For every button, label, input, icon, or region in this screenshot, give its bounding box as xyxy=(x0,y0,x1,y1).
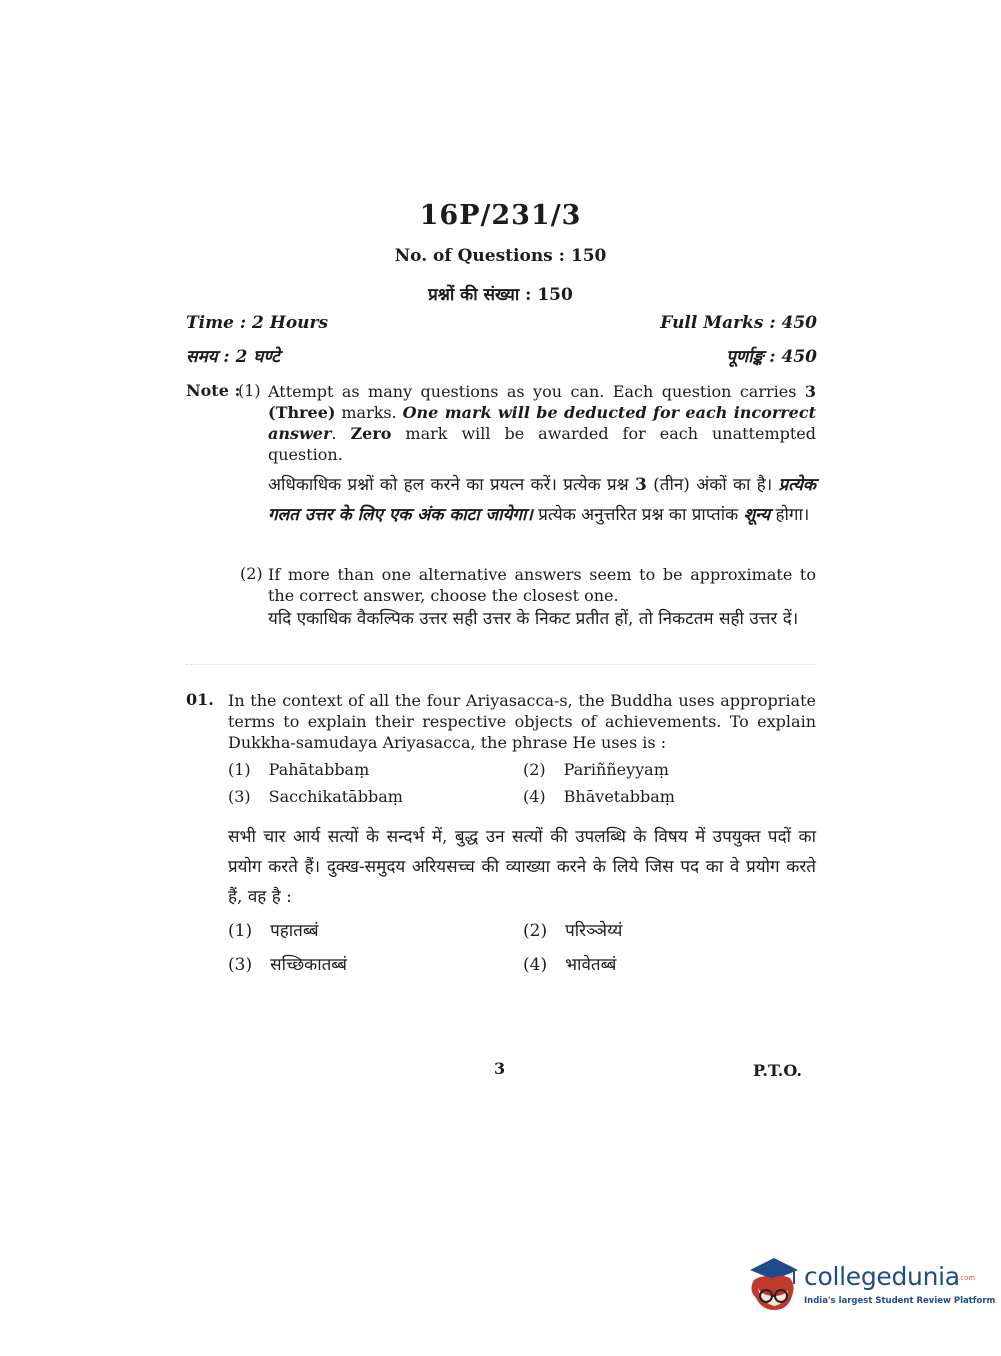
option-en-1: (1) Pahātabbaṃ xyxy=(228,760,370,779)
option-en-2: (2) Pariññeyyaṃ xyxy=(523,760,669,779)
option-hi-2: (2) परिञ्ञेय्यं xyxy=(523,921,623,941)
paper-code: 16P/231/3 xyxy=(419,200,582,231)
note-1-hindi: अधिकाधिक प्रश्नों को हल करने का प्रयत्न करें। प्रत्येक प्रश्न 3 (तीन) अंकों का है। प्रत्येक गलत उत्तर के लिए एक अंक काटा जायेगा। प्रत्येक अनुत्तरित प्रश्न का प्राप्तांक शून्य होगा। xyxy=(268,475,816,525)
time-en: Time : 2 Hours xyxy=(186,313,329,333)
collegedunia-domain: .com xyxy=(958,1274,976,1282)
full-marks-en: Full Marks : 450 xyxy=(660,313,817,333)
full-marks-hi: पूर्णाङ्क : 450 xyxy=(726,347,817,367)
note-1-number: (1) xyxy=(238,381,261,400)
page-number: 3 xyxy=(494,1059,506,1078)
divider xyxy=(186,664,816,666)
note-1-english: Attempt as many questions as you can. Each question carries 3 (Three) marks. One mark will be deducted for each incorrect answer. Zero mark will be awarded for each unattempted question. xyxy=(268,382,817,464)
option-hi-3: (3) सच्छिकातब्बं xyxy=(228,955,348,975)
time-hi: समय : 2 घण्टे xyxy=(186,347,280,367)
pto-label: P.T.O. xyxy=(753,1061,802,1080)
collegedunia-wordmark: collegedunia xyxy=(804,1262,960,1291)
question-count-hi: प्रश्नों की संख्या : 150 xyxy=(428,285,573,305)
collegedunia-mascot-icon xyxy=(744,1252,802,1314)
note-2-number: (2) xyxy=(240,564,263,583)
option-en-4: (4) Bhāvetabbaṃ xyxy=(523,787,675,806)
note-label: Note : xyxy=(186,381,241,400)
question-text-hi: सभी चार आर्य सत्यों के सन्दर्भ में, बुद्ध उन सत्यों की उपलब्धि के विषय में उपयुक्त पदों का प्रयोग करते हैं। दुक्ख-समुदय अरियसच्च की व्याख्या करने के लिये जिस पद का वे प्रयोग करते हैं, वह है : xyxy=(228,827,816,907)
option-hi-4: (4) भावेतब्बं xyxy=(523,955,617,975)
question-number: 01. xyxy=(186,690,214,709)
question-count-en: No. of Questions : 150 xyxy=(394,246,607,266)
collegedunia-tagline: India's largest Student Review Platform xyxy=(804,1296,996,1306)
option-en-3: (3) Sacchikatābbaṃ xyxy=(228,787,403,806)
note-2-english: If more than one alternative answers seem to be approximate to the correct answer, choose the closest one. xyxy=(268,565,816,605)
option-hi-1: (1) पहातब्बं xyxy=(228,921,319,941)
note-2-hindi: यदि एकाधिक वैकल्पिक उत्तर सही उत्तर के निकट प्रतीत हों, तो निकटतम सही उत्तर दें। xyxy=(268,609,799,629)
question-text-en: In the context of all the four Ariyasacca-s, the Buddha uses appropriate terms to explain their respective objects of achievements. To explain Dukkha-samudaya Ariyasacca, the phrase He uses is : xyxy=(228,691,816,752)
